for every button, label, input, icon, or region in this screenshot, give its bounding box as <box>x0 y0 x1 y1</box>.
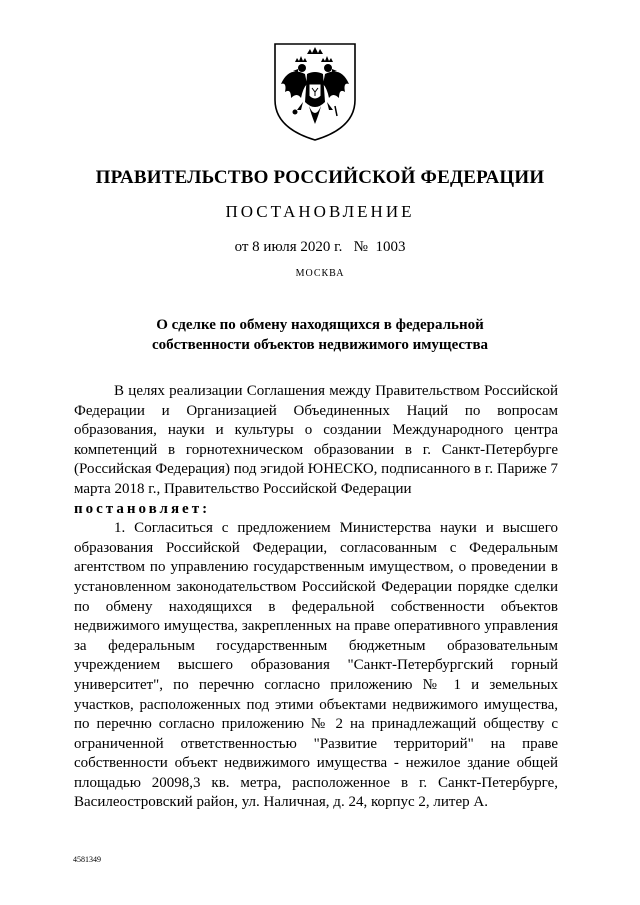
number-sign: № <box>353 239 368 255</box>
city-label: МОСКВА <box>295 268 345 279</box>
document-code: 4581349 <box>73 855 101 864</box>
subject-line-1: О сделке по обмену находящихся в федеральной <box>156 317 484 333</box>
document-subject <box>0 315 640 355</box>
item-1-paragraph: 1. Согласиться с предложением Министерства науки и высшего образования Российской Федерации, согласованным с Федеральным агентством по управлению государственным имуществом, о проведении в установленном законодательством Российской Федерации порядке сделки по обмену находящихся в федеральной собственности объектов недвижимого имущества, закрепленных на праве оперативного управления за федеральным государственным бюджетным образовательным учреждением высшего образования "Санкт-Петербургский горный университет", по перечню согласно приложению № 1 и земельных участков, расположенных под этими объектами недвижимого имущества, по перечню согласно приложению № 2 на принадлежащий обществу с ограниченной ответственностью "Развитие территорий" на праве собственности объект недвижимого имущества - нежилое здание общей площадью 20098,3 кв. метра, расположенное в г. Санкт-Петербурге, Василеостровский район, ул. Наличная, д. 24, корпус 2, литер А. <box>74 520 558 811</box>
document-body <box>74 382 558 813</box>
document-number: 1003 <box>375 239 406 255</box>
coat-of-arms-icon <box>269 40 361 142</box>
date-number-line <box>0 239 640 256</box>
document-type: ПОСТАНОВЛЕНИЕ <box>225 202 415 221</box>
government-title: ПРАВИТЕЛЬСТВО РОССИЙСКОЙ ФЕДЕРАЦИИ <box>95 167 545 188</box>
resolves-word: постановляет: <box>74 500 211 517</box>
document-date: от 8 июля 2020 г. <box>234 239 343 255</box>
preamble-paragraph: В целях реализации Соглашения между Правительством Российской Федерации и Организацией Объединенных Наций по вопросам образования, науки и культуры о создании Международного центра компетенций в горнотехническом образовании в г. Санкт-Петербурге (Российская Федерация) под эгидой ЮНЕСКО, подписанного в г. Париже 7 марта 2018 г., Правительство Российской Федерации <box>74 383 558 497</box>
subject-line-2: собственности объектов недвижимого имущества <box>151 337 489 353</box>
